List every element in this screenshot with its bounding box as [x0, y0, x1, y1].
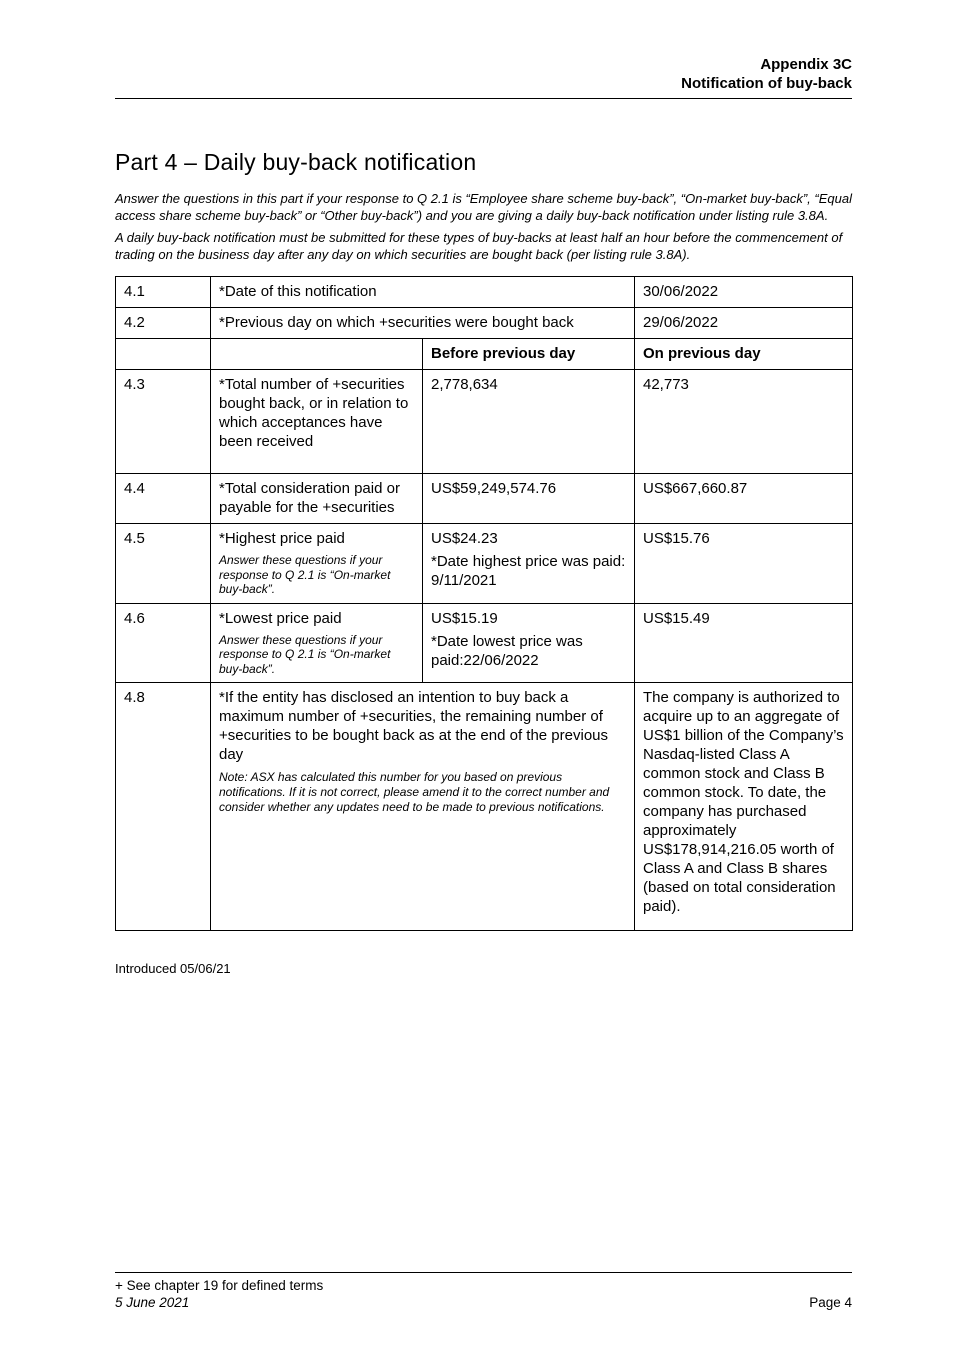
- introduced-note: Introduced 05/06/21: [115, 961, 231, 976]
- question-number-cell: 4.3: [116, 370, 211, 474]
- on-previous-day-cell: US$667,660.87: [635, 474, 853, 524]
- question-label-cell: *Total consideration paid or payable for the +securities: [211, 474, 423, 524]
- question-note: Answer these questions if your response to Q 2.1 is “On-market buy-back”.: [219, 553, 391, 596]
- footer-date: 5 June 2021: [115, 1295, 190, 1310]
- question-note: Note: ASX has calculated this number for you based on previous notifications. If it is not correct, please amend it to the correct number and consider whether any updates need to be made to previous notifications.: [219, 770, 610, 814]
- on-previous-day-cell: US$15.76: [635, 524, 853, 604]
- on-previous-day-cell: US$15.49: [635, 603, 853, 683]
- answer-cell: 29/06/2022: [635, 308, 853, 339]
- empty-cell: [211, 339, 423, 370]
- answer-cell: 30/06/2022: [635, 277, 853, 308]
- table-row-4-8: [116, 683, 853, 931]
- footer-row: [115, 1294, 852, 1311]
- highest-price-value: US$24.23: [431, 530, 498, 547]
- before-previous-day-cell: [423, 524, 635, 604]
- appendix-subtitle: Notification of buy-back: [681, 75, 852, 92]
- question-number-cell: 4.8: [116, 683, 211, 931]
- question-label-cell: [211, 683, 635, 931]
- table-row-4-3: [116, 370, 853, 474]
- before-previous-day-cell: [423, 603, 635, 683]
- question-label-cell: *Previous day on which +securities were bought back: [211, 308, 635, 339]
- column-header-before-previous-day: Before previous day: [423, 339, 635, 370]
- question-number-cell: 4.1: [116, 277, 211, 308]
- table-column-header-row: [116, 339, 853, 370]
- table-row-4-1: [116, 277, 853, 308]
- on-previous-day-cell: 42,773: [635, 370, 853, 474]
- question-label-cell: [211, 524, 423, 604]
- question-label-cell: *Total number of +securities bought back, or in relation to which acceptances have been received: [211, 370, 423, 474]
- question-number-cell: 4.5: [116, 524, 211, 604]
- defined-terms-note: + See chapter 19 for defined terms: [115, 1278, 324, 1293]
- question-label: *Lowest price paid: [219, 609, 342, 627]
- highest-price-date: *Date highest price was paid: 9/11/2021: [431, 553, 626, 589]
- document-page: [115, 55, 852, 976]
- question-number-cell: 4.2: [116, 308, 211, 339]
- answer-cell: The company is authorized to acquire up to an aggregate of US$1 billion of the Company’s Nasdaq-listed Class A common stock and Class B common stock. To date, the company has purchased approximately US$178,914,216.05 worth of Class A and Class B shares (based on total consideration paid).: [635, 683, 853, 931]
- document-header: [115, 55, 852, 93]
- column-header-on-previous-day: On previous day: [635, 339, 853, 370]
- table-row-4-6: [116, 603, 853, 683]
- question-label: *Highest price paid: [219, 530, 345, 547]
- empty-cell: [116, 339, 211, 370]
- intro-paragraph-1: Answer the questions in this part if your response to Q 2.1 is “Employee share scheme buy-back”, “On-market buy-back”, “Equal access share scheme buy-back” or “Other buy-back”) and you are giving a daily buy-back notification under listing rule 3.8A.: [115, 191, 852, 223]
- part-title: Part 4 – Daily buy-back notification: [115, 149, 477, 175]
- question-label-cell: [211, 603, 423, 683]
- lowest-price-date: *Date lowest price was paid:22/06/2022: [431, 632, 583, 669]
- intro-paragraph-2: A daily buy-back notification must be submitted for these types of buy-backs at least half an hour before the commencement of trading on the business day after any day on which securities are bought back (per listing rule 3.8A).: [115, 230, 843, 262]
- table-row-4-4: [116, 474, 853, 524]
- table-row-4-2: [116, 308, 853, 339]
- appendix-title: Appendix 3C: [760, 56, 852, 73]
- intro-paragraphs: [115, 191, 852, 263]
- lowest-price-value: US$15.19: [431, 609, 498, 627]
- page-number: Page 4: [809, 1295, 852, 1310]
- before-previous-day-cell: US$59,249,574.76: [423, 474, 635, 524]
- question-note: Answer these questions if your response to Q 2.1 is “On-market buy-back”.: [219, 632, 391, 676]
- question-number-cell: 4.6: [116, 603, 211, 683]
- before-previous-day-cell: 2,778,634: [423, 370, 635, 474]
- question-number-cell: 4.4: [116, 474, 211, 524]
- header-divider: [115, 98, 852, 99]
- table-row-4-5: [116, 524, 853, 604]
- question-label: *If the entity has disclosed an intention to buy back a maximum number of +securities, the remaining number of +securities to be bought back as at the end of the previous day: [219, 689, 609, 763]
- document-footer: [115, 1272, 852, 1311]
- buyback-notification-table: [115, 276, 853, 931]
- question-label-cell: *Date of this notification: [211, 277, 635, 308]
